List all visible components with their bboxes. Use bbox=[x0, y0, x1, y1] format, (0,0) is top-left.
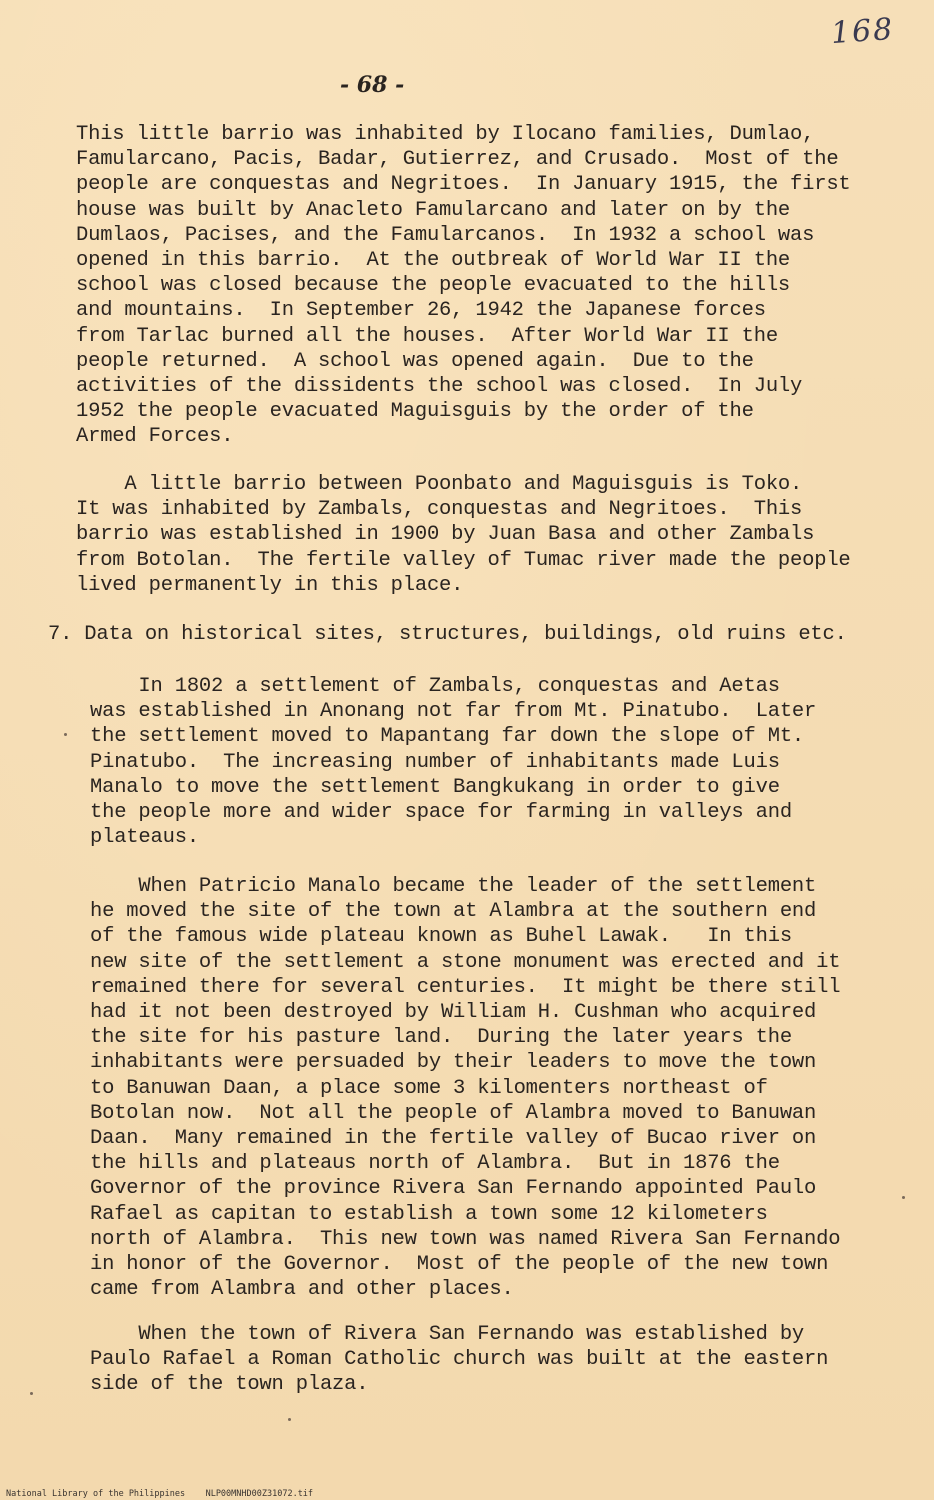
paragraph-toko-barrio: A little barrio between Poonbato and Maguisguis is Toko. It was inhabited by Zambals, conquestas and Negritoes. This barrio was established in 1900 by Juan Basa and other Zambals from Botolan. The fertile valley of Tumac river made the people lived permanently in this place. bbox=[76, 473, 851, 597]
paragraph-catholic-church: When the town of Rivera San Fernando was established by Paulo Rafael a Roman Catholic church was built at the eastern side of the town plaza. bbox=[90, 1323, 829, 1397]
paragraph-1802-settlement: In 1802 a settlement of Zambals, conquestas and Aetas was established in Anonang not far from Mt. Pinatubo. Later the settlement moved to Mapantang far down the slope of Mt. Pinatubo. The increasing number of inhabitants made Luis Manalo to move the settlement Bangkukang in order to give the people more and wider space for farming in valleys and plateaus. bbox=[90, 675, 817, 850]
paper-speck bbox=[288, 1418, 291, 1421]
section-heading-historical-sites: 7. Data on historical sites, structures, buildings, old ruins etc. bbox=[48, 623, 847, 646]
folio-number: 168 bbox=[829, 11, 896, 52]
paper-speck bbox=[902, 1196, 905, 1199]
paragraph-barrio-history: This little barrio was inhabited by Ilocano families, Dumlao, Famularcano, Pacis, Badar, Gutierrez, and Crusado. Most of the people are conquestas and Negritoes. In January 1915, the first house was built by Anacleto Famularcano and later on by the Dumlaos, Pacises, and the Famularcanos. In 1932 a school was opened in this barrio. At the outbreak of World War II the school was closed because the people evacuated to the hills and mountains. In September 26, 1942 the Japanese forces from Tarlac burned all the houses. After World War II the people returned. A school was opened again. Due to the activities of the dissidents the school was closed. In July 1952 the people evacuated Maguisguis by the order of the Armed Forces. bbox=[76, 123, 851, 449]
page-number: - 68 - bbox=[340, 72, 405, 98]
paper-speck bbox=[64, 733, 67, 736]
scan-footer: National Library of the Philippines NLP00MNHD00Z31072.tif bbox=[6, 1489, 314, 1499]
paragraph-patricio-manalo: When Patricio Manalo became the leader of the settlement he moved the site of the town at Alambra at the southern end of the famous wide plateau known as Buhel Lawak. In this new site of the settlement a stone monument was erected and it remained there for several centuries. It might be there still had it not been destroyed by William H. Cushman who acquired the site for his pasture land. During the later years the inhabitants were persuaded by their leaders to move the town to Banuwan Daan, a place some 3 kilomenters northeast of Botolan now. Not all the people of Alambra moved to Banuwan Daan. Many remained in the fertile valley of Bucao river on the hills and plateaus north of Alambra. But in 1876 the Governor of the province Rivera San Fernando appointed Paulo Rafael as capitan to establish a town some 12 kilometers north of Alambra. This new town was named Rivera San Fernando in honor of the Governor. Most of the people of the new town came from Alambra and other places. bbox=[90, 875, 841, 1302]
paper-speck bbox=[30, 1392, 33, 1395]
